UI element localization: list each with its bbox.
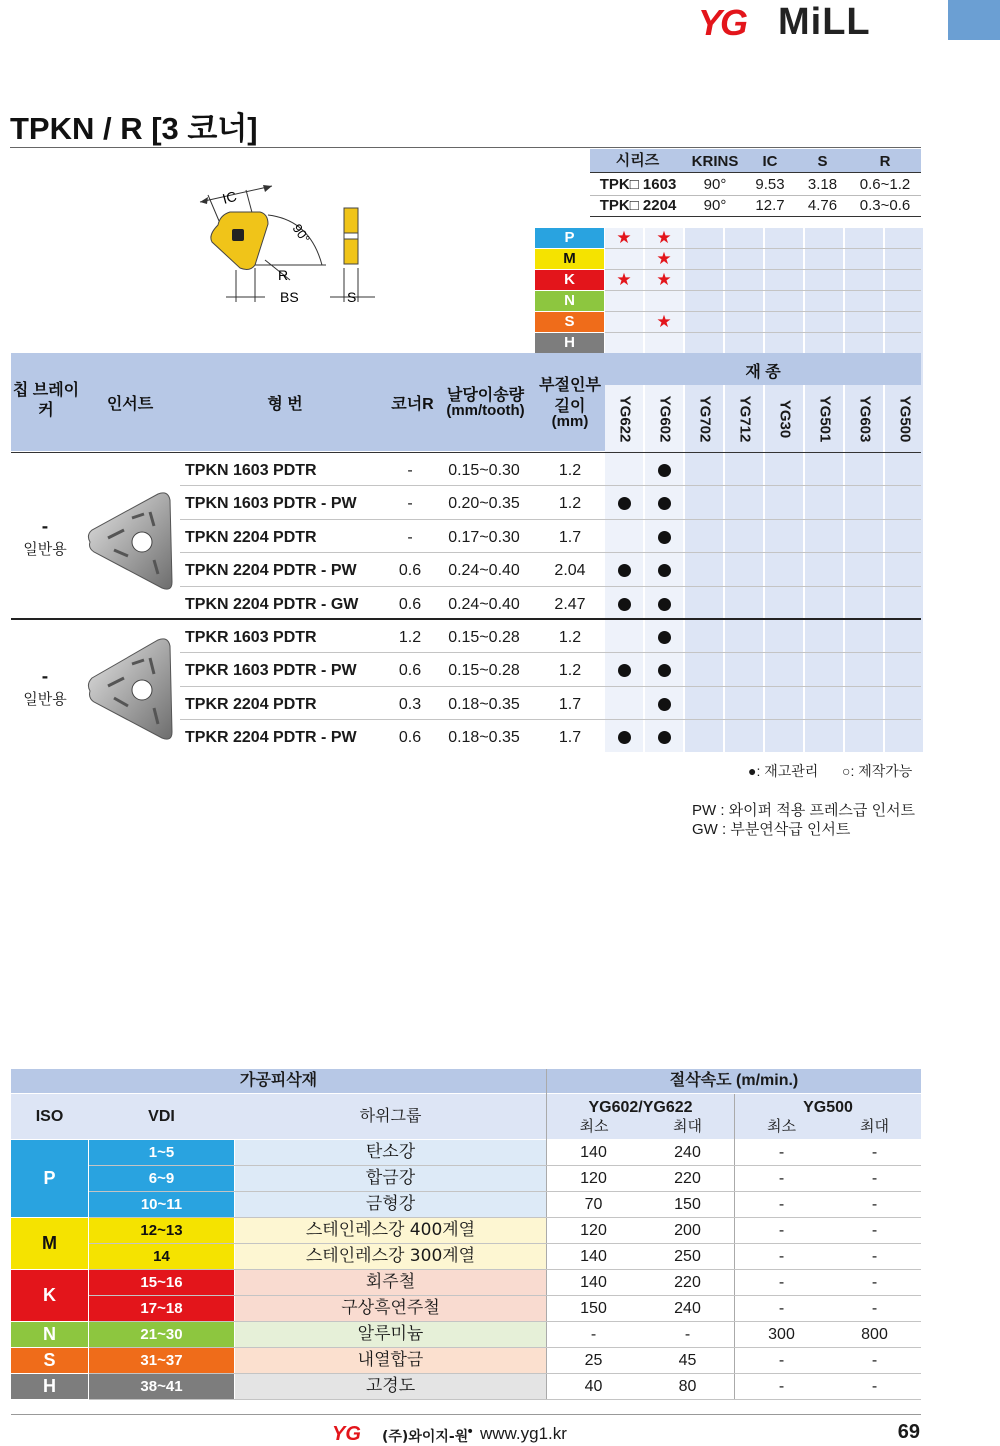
spec-header-r: R <box>879 153 891 170</box>
cut-header-iso: ISO <box>35 1108 64 1125</box>
cut-speed-value: 70 <box>584 1196 603 1213</box>
cut-speed-value: - <box>778 1300 785 1317</box>
cut-length-value: 2.04 <box>554 562 586 580</box>
part-number: TPKR 2204 PDTR <box>185 695 317 713</box>
cut-vdi: 21~30 <box>89 1322 234 1347</box>
corner-r-value: - <box>407 495 413 513</box>
recommended-star-icon: ★ <box>656 249 672 269</box>
iso-row-divider <box>605 290 921 291</box>
angle-label: 90° <box>289 221 314 246</box>
cut-speed-value: 200 <box>674 1222 701 1239</box>
cut-subgroup: 합금강 <box>235 1166 546 1191</box>
part-number: TPKR 1603 PDTR <box>185 629 317 646</box>
stock-dot-icon <box>658 698 671 711</box>
row-divider <box>180 652 921 653</box>
stock-dot-icon <box>658 464 671 477</box>
cut-iso-m: M <box>11 1218 88 1269</box>
part-number: TPKN 2204 PDTR - GW <box>185 595 359 613</box>
grade-column-bg <box>685 228 723 752</box>
corner-r-value: - <box>407 462 413 479</box>
legend-stock: ●: 재고관리 <box>748 763 819 779</box>
row-divider <box>180 485 921 486</box>
cut-speed-value: 800 <box>861 1326 888 1343</box>
recommended-star-icon: ★ <box>616 270 632 290</box>
cut-speed-value: - <box>871 1144 878 1161</box>
cut-vdi: 12~13 <box>89 1218 234 1243</box>
cut-iso-s: S <box>11 1348 88 1373</box>
grade-header-yg702: YG702 <box>696 395 714 443</box>
insert-dimension-diagram <box>190 180 390 310</box>
spec-header-series: 시리즈 <box>615 152 660 169</box>
footer-company: (주)와이지-원 <box>382 1429 469 1445</box>
stock-dot-icon <box>658 631 671 644</box>
cut-speed-value: 25 <box>584 1352 603 1369</box>
cut-length-header-line2: 길이 <box>554 398 586 415</box>
cut-speed-value: - <box>871 1352 878 1369</box>
cut-vdi: 10~11 <box>89 1192 234 1217</box>
s-label: S <box>347 289 357 305</box>
cut-speed-value: 80 <box>678 1378 697 1395</box>
spec-row2-ic: 12.7 <box>755 197 785 214</box>
ic-label: IC <box>220 187 239 207</box>
group-divider <box>11 618 921 620</box>
feed-value: 0.17~0.30 <box>448 528 520 546</box>
logo-mill: MiLL <box>778 1 871 43</box>
grade-header-yg501: YG501 <box>816 395 834 443</box>
cut-length-value: 2.47 <box>554 595 586 613</box>
cut-vdi: 38~41 <box>89 1374 234 1399</box>
cut-iso-h: H <box>11 1374 88 1399</box>
cut-speed-value: - <box>871 1222 878 1239</box>
footer-url[interactable]: www.yg1.kr <box>480 1424 567 1443</box>
iso-label-n: N <box>535 291 604 311</box>
page-number: 69 <box>897 1421 920 1443</box>
iso-label-p: P <box>535 228 604 248</box>
cut-length-header-line1: 부절인부 <box>539 377 601 394</box>
cut-speed-value: 120 <box>580 1170 607 1187</box>
logo-yg: YG <box>698 2 747 43</box>
group1-label: 일반용 <box>23 540 67 558</box>
cut-speed-value: - <box>778 1222 785 1239</box>
iso-label-s: S <box>535 312 604 332</box>
recommended-star-icon: ★ <box>616 228 632 248</box>
cut-speed-value: - <box>778 1196 785 1213</box>
cut-speed-value: - <box>778 1144 785 1161</box>
grade-header-yg602: YG602 <box>656 395 674 443</box>
cut-speed-value: 140 <box>580 1248 607 1265</box>
grade-column-bg <box>805 228 843 752</box>
grade-column-bg <box>725 228 763 752</box>
tpkr-insert-image <box>84 636 176 744</box>
cut-speed-value: 150 <box>580 1300 607 1317</box>
cut-iso-n: N <box>11 1322 88 1347</box>
footer-rule <box>11 1414 921 1415</box>
spec-header-s: S <box>817 153 828 170</box>
cut-header-speed: 절삭속도 (m/min.) <box>669 1072 799 1089</box>
spec-row1-ic: 9.53 <box>755 176 785 193</box>
cut-header-material: 가공피삭재 <box>239 1072 318 1089</box>
cut-length-value: 1.2 <box>558 662 582 680</box>
iso-row-divider <box>605 332 921 333</box>
part-number: TPKN 1603 PDTR - PW <box>185 495 357 513</box>
row-divider <box>180 586 921 587</box>
cut-header-g1-min: 최소 <box>579 1118 609 1135</box>
cut-speed-value: - <box>871 1196 878 1213</box>
cut-subgroup: 스테인레스강 400계열 <box>235 1218 546 1243</box>
r-label: R <box>278 267 289 283</box>
cut-header-g2-min: 최소 <box>767 1118 796 1135</box>
cut-vdi: 17~18 <box>89 1296 234 1321</box>
spec-row1-series: TPK□ 1603 <box>599 176 677 193</box>
cut-length-header-line3: (mm) <box>551 413 589 430</box>
recommended-star-icon: ★ <box>656 312 672 332</box>
spec-row2-s: 4.76 <box>807 197 838 214</box>
part-number: TPKN 2204 PDTR <box>185 528 317 546</box>
grade-group-header: 재 종 <box>745 364 781 381</box>
cut-subgroup: 탄소강 <box>235 1140 546 1165</box>
grade-header-yg712: YG712 <box>736 395 754 443</box>
title-divider <box>10 147 921 148</box>
feed-value: 0.20~0.35 <box>448 495 520 513</box>
corner-r-value: 0.6 <box>398 729 422 747</box>
tpkn-insert-image <box>84 490 176 595</box>
cut-speed-value: - <box>871 1378 878 1395</box>
part-number-header: 형 번 <box>267 396 303 413</box>
cut-speed-value: 300 <box>768 1326 795 1343</box>
cut-vdi: 6~9 <box>89 1166 234 1191</box>
note-pw: PW : 와이퍼 적용 프레스급 인서트 <box>692 802 916 819</box>
cut-speed-value: - <box>778 1378 785 1395</box>
spec-row2-series: TPK□ 2204 <box>599 197 677 214</box>
stock-dot-icon <box>618 598 631 611</box>
cut-vdi: 31~37 <box>89 1348 234 1373</box>
corner-color-block <box>948 0 1000 40</box>
corner-r-header: 코너R <box>391 396 434 413</box>
cut-speed-value: 140 <box>580 1144 607 1161</box>
cut-length-value: 1.2 <box>558 629 582 646</box>
cut-row-divider <box>89 1399 921 1400</box>
corner-r-value: 0.6 <box>398 662 422 680</box>
legend-made: ○: 제작가능 <box>842 763 913 779</box>
spec-row2-r: 0.3~0.6 <box>859 197 911 214</box>
iso-label-m: M <box>535 249 604 269</box>
feed-value: 0.18~0.35 <box>448 729 520 747</box>
footer-bullet: • <box>466 1424 475 1440</box>
feed-value: 0.15~0.28 <box>448 629 520 646</box>
cut-subgroup: 알루미늄 <box>235 1322 546 1347</box>
cut-header-g1-max: 최대 <box>673 1118 702 1135</box>
spec-header-krins: KRINS <box>691 153 739 170</box>
chipbreaker-header: 칩 브레이커 <box>12 382 80 419</box>
cut-header-g2: YG500 <box>803 1099 853 1116</box>
cut-iso-p: P <box>11 1140 88 1217</box>
spec-row1-s: 3.18 <box>807 176 838 193</box>
cut-speed-value: - <box>684 1326 691 1343</box>
grade-header-yg500: YG500 <box>896 395 914 443</box>
recommended-star-icon: ★ <box>656 228 672 248</box>
cut-subgroup: 내열합금 <box>235 1348 546 1373</box>
corner-r-value: - <box>407 528 413 546</box>
group2-dash: - <box>41 667 49 686</box>
corner-r-value: 0.6 <box>398 595 422 613</box>
main-header-rule <box>11 452 921 453</box>
note-gw: GW : 부분연삭급 인서트 <box>692 821 851 838</box>
cut-speed-value: - <box>871 1300 878 1317</box>
cut-speed-value: 40 <box>584 1378 603 1395</box>
corner-r-value: 0.6 <box>398 562 422 580</box>
corner-r-value: 1.2 <box>398 629 422 646</box>
feed-value: 0.24~0.40 <box>448 595 520 613</box>
cut-header-g1: YG602/YG622 <box>588 1099 693 1116</box>
footer-logo: YG <box>332 1423 361 1445</box>
row-divider <box>180 552 921 553</box>
iso-label-h: H <box>535 333 604 353</box>
cut-speed-value: - <box>871 1274 878 1291</box>
cut-speed-value: 220 <box>674 1274 701 1291</box>
cut-speed-value: 240 <box>674 1300 701 1317</box>
cut-speed-value: - <box>871 1248 878 1265</box>
spec-rule <box>590 172 921 173</box>
spec-bottom-rule <box>590 216 921 217</box>
cut-vdi: 14 <box>89 1244 234 1269</box>
insert-header: 인서트 <box>106 396 154 413</box>
cut-speed-value: 220 <box>674 1170 701 1187</box>
cut-length-value: 1.7 <box>558 528 582 546</box>
stock-dot-icon <box>658 598 671 611</box>
cut-subgroup: 회주철 <box>235 1270 546 1295</box>
feed-header-line2: (mm/tooth) <box>446 402 525 419</box>
feed-header-line1: 날당이송량 <box>446 387 525 404</box>
group1-dash: - <box>41 517 49 536</box>
cut-iso-k: K <box>11 1270 88 1321</box>
cut-speed-value: 150 <box>674 1196 701 1213</box>
cut-speed-value: - <box>778 1248 785 1265</box>
stock-dot-icon <box>658 531 671 544</box>
cut-length-value: 1.2 <box>558 462 582 479</box>
cut-speed-value: - <box>778 1170 785 1187</box>
cut-speed-value: - <box>778 1274 785 1291</box>
part-number: TPKR 2204 PDTR - PW <box>185 729 357 747</box>
group2-label: 일반용 <box>23 690 67 708</box>
part-number: TPKR 1603 PDTR - PW <box>185 662 357 680</box>
cut-header-sub: 하위그룹 <box>359 1108 422 1125</box>
feed-value: 0.18~0.35 <box>448 695 520 713</box>
bs-label: BS <box>280 289 299 305</box>
cut-speed-value: 250 <box>674 1248 701 1265</box>
iso-label-k: K <box>535 270 604 290</box>
cut-length-value: 1.7 <box>558 729 582 747</box>
cut-speed-value: - <box>871 1170 878 1187</box>
cut-length-value: 1.2 <box>558 495 582 513</box>
spec-header-ic: IC <box>762 153 778 170</box>
spec-row2-krins: 90° <box>703 197 727 214</box>
grade-column-bg <box>885 228 923 752</box>
row-divider <box>180 719 921 720</box>
feed-value: 0.24~0.40 <box>448 562 520 580</box>
cut-subgroup: 고경도 <box>235 1374 546 1399</box>
cut-speed-value: 240 <box>674 1144 701 1161</box>
cut-speed-value: 140 <box>580 1274 607 1291</box>
cut-header-g2-max: 최대 <box>860 1118 889 1135</box>
cut-speed-value: - <box>778 1352 785 1369</box>
feed-value: 0.15~0.28 <box>448 662 520 680</box>
part-number: TPKN 2204 PDTR - PW <box>185 562 357 580</box>
cut-length-value: 1.7 <box>558 695 582 713</box>
cut-header-vdi: VDI <box>148 1108 175 1125</box>
grade-header-yg603: YG603 <box>856 395 874 443</box>
grade-column-bg <box>845 228 883 752</box>
grade-column-bg <box>765 228 803 752</box>
cut-subgroup: 금형강 <box>235 1192 546 1217</box>
spec-row1-r: 0.6~1.2 <box>859 176 911 193</box>
feed-value: 0.15~0.30 <box>448 462 520 479</box>
cut-speed-value: 120 <box>580 1222 607 1239</box>
row-divider <box>180 519 921 520</box>
cut-speed-value: 45 <box>678 1352 697 1369</box>
recommended-star-icon: ★ <box>656 270 672 290</box>
cut-subgroup: 구상흑연주철 <box>235 1296 546 1321</box>
part-number: TPKN 1603 PDTR <box>185 462 317 479</box>
cut-speed-value: - <box>590 1326 597 1343</box>
corner-r-value: 0.3 <box>398 695 422 713</box>
grade-header-yg622: YG622 <box>616 395 634 443</box>
spec-row1-krins: 90° <box>703 176 727 193</box>
cut-vdi: 15~16 <box>89 1270 234 1295</box>
cut-vdi: 1~5 <box>89 1140 234 1165</box>
yg-mill-logo <box>698 0 922 43</box>
cut-subgroup: 스테인레스강 300계열 <box>235 1244 546 1269</box>
grade-header-yg30: YG30 <box>776 399 794 439</box>
row-divider <box>180 686 921 687</box>
page-title: TPKN / R [3 코너] <box>10 111 258 146</box>
